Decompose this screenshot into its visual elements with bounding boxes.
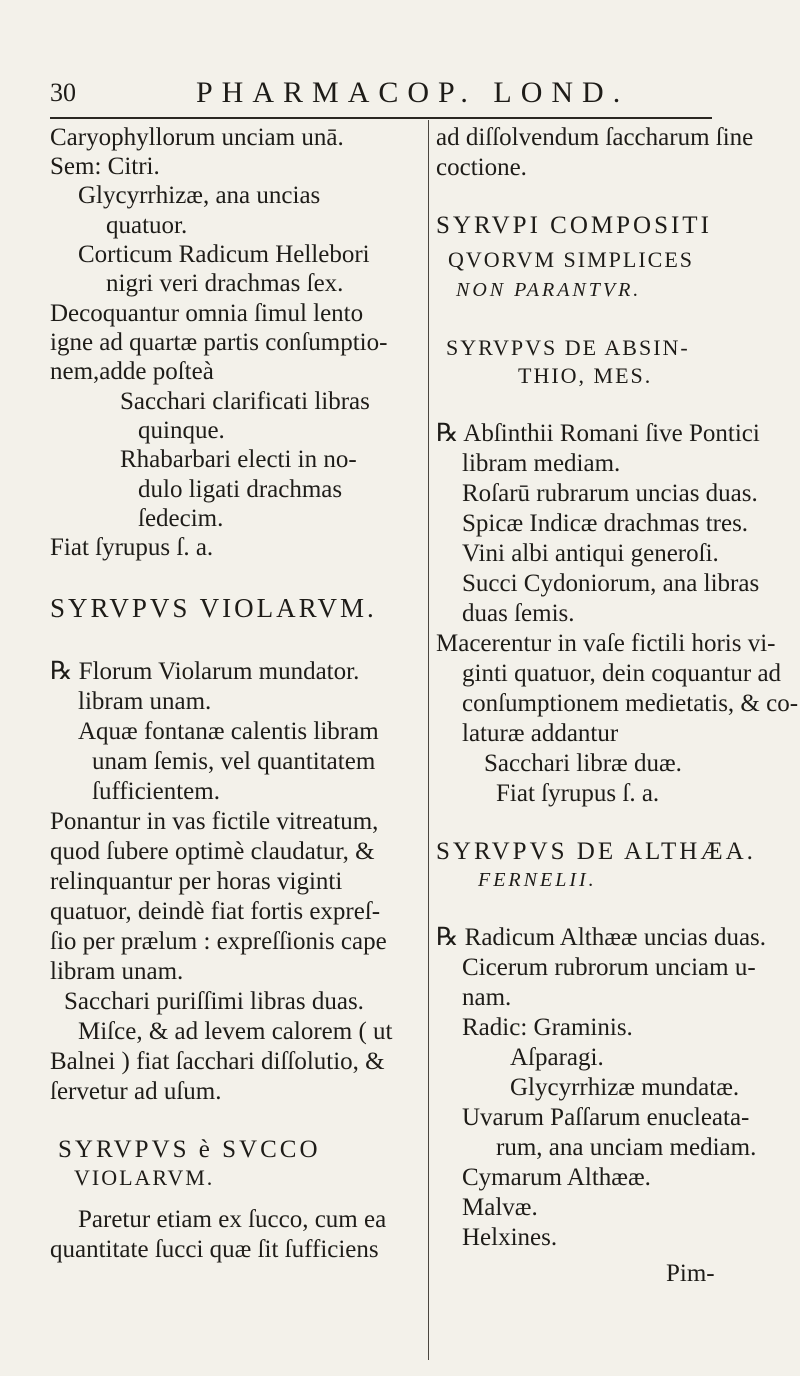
text-line: Aſparagi. bbox=[510, 1044, 604, 1071]
text-line: Fiat ſyrupus ſ. a. bbox=[496, 780, 660, 807]
section-heading: SYRVPVS è SVCCO bbox=[58, 1136, 321, 1163]
text-line: dulo ligati drachmas bbox=[138, 476, 343, 503]
section-subheading: NON PARANTVR. bbox=[456, 279, 642, 301]
text-line: igne ad quartæ partis conſumptio- bbox=[50, 329, 388, 356]
text-line: unam ſemis, vel quantitatem bbox=[92, 748, 376, 775]
text-line: duas ſemis. bbox=[462, 600, 575, 627]
text-line: ſervetur ad uſum. bbox=[50, 1078, 222, 1105]
text-line: ℞ Florum Violarum mundator. bbox=[50, 658, 360, 685]
text-line: Rhabarbari electi in no- bbox=[120, 446, 357, 473]
text-line: Helxines. bbox=[462, 1224, 558, 1251]
text-line: Uvarum Paſſarum enucleata- bbox=[462, 1104, 750, 1131]
section-heading: SYRVPI COMPOSITI bbox=[436, 212, 712, 239]
section-heading: SYRVPVS DE ALTHÆA. bbox=[436, 838, 756, 865]
text-line: ℞ Abſinthii Romani ſive Pontici bbox=[436, 420, 760, 447]
section-heading: SYRVPVS VIOLARVM. bbox=[50, 593, 377, 623]
text-line: ſio per prælum : expreſſionis cape bbox=[50, 928, 387, 955]
text-line: ℞ Radicum Althææ uncias duas. bbox=[436, 924, 767, 951]
text-line: Sacchari puriſſimi libras duas. bbox=[64, 988, 364, 1015]
page-header bbox=[50, 74, 750, 114]
text-line: libram unam. bbox=[78, 688, 212, 715]
text-line: Caryophyllorum unciam unā. bbox=[50, 124, 344, 151]
section-subheading: FERNELII. bbox=[478, 869, 597, 891]
text-line: Macerentur in vaſe fictili horis vi- bbox=[436, 630, 776, 657]
column-divider bbox=[428, 120, 429, 1360]
text-line: ginti quatuor, dein coquantur ad bbox=[462, 660, 782, 687]
header-rule bbox=[50, 117, 712, 119]
page-number: 30 bbox=[50, 78, 76, 107]
text-line: Malvæ. bbox=[462, 1194, 538, 1221]
section-heading: QVORVM SIMPLICES bbox=[448, 247, 694, 272]
text-line: nigri veri drachmas ſex. bbox=[106, 270, 344, 297]
text-line: coctione. bbox=[436, 154, 527, 181]
text-line: libram mediam. bbox=[462, 450, 621, 477]
text-line: quantitate ſucci quæ ſit ſufficiens bbox=[50, 1236, 379, 1263]
section-heading: VIOLARVM. bbox=[74, 1165, 215, 1190]
text-line: Miſce, & ad levem calorem ( ut bbox=[78, 1018, 393, 1045]
text-line: quod ſubere optimè claudatur, & bbox=[50, 838, 375, 865]
text-line: rum, ana unciam mediam. bbox=[496, 1134, 757, 1161]
text-line: relinquantur per horas viginti bbox=[50, 868, 343, 895]
text-line: ſedecim. bbox=[138, 505, 224, 532]
catchword: Pim- bbox=[666, 1260, 715, 1287]
text-line: conſumptionem medietatis, & co- bbox=[462, 690, 799, 717]
text-line: ad diſſolvendum ſaccharum ſine bbox=[436, 124, 754, 151]
text-line: ſufficientem. bbox=[92, 778, 220, 805]
text-line: Sacchari libræ duæ. bbox=[484, 750, 682, 777]
section-heading: THIO, MES. bbox=[518, 363, 653, 388]
text-line: Glycyrrhizæ, ana uncias bbox=[78, 182, 321, 209]
text-line: Corticum Radicum Hellebori bbox=[78, 241, 370, 268]
text-line: Sacchari clarificati libras bbox=[120, 388, 370, 415]
text-line: Balnei ) fiat ſacchari diſſolutio, & bbox=[50, 1048, 385, 1075]
text-line: Cymarum Althææ. bbox=[462, 1164, 651, 1191]
text-line: Sem: Citri. bbox=[50, 153, 160, 180]
text-line: Vini albi antiqui generoſi. bbox=[462, 540, 719, 567]
text-line: Cicerum rubrorum unciam u- bbox=[462, 954, 756, 981]
text-line: Roſarū rubrarum uncias duas. bbox=[462, 480, 758, 507]
text-line: libram unam. bbox=[50, 958, 184, 985]
text-line: quatuor. bbox=[106, 212, 188, 239]
text-line: Succi Cydoniorum, ana libras bbox=[462, 570, 760, 597]
text-line: nam. bbox=[462, 984, 512, 1011]
text-line: quatuor, deindè fiat fortis expreſ- bbox=[50, 898, 381, 925]
text-line: nem,adde poſteà bbox=[50, 358, 214, 385]
text-line: quinque. bbox=[138, 417, 225, 444]
section-heading: SYRVPVS DE ABSIN- bbox=[446, 335, 690, 360]
running-title: PHARMACOP. LOND. bbox=[196, 76, 630, 109]
text-line: Ponantur in vas fictile vitreatum, bbox=[50, 808, 379, 835]
text-line: Glycyrrhizæ mundatæ. bbox=[510, 1074, 740, 1101]
text-line: Radic: Graminis. bbox=[462, 1014, 633, 1041]
text-line: Fiat ſyrupus ſ. a. bbox=[50, 534, 214, 561]
text-line: Spicæ Indicæ drachmas tres. bbox=[462, 510, 749, 537]
text-line: Decoquantur omnia ſimul lento bbox=[50, 300, 364, 327]
text-line: Paretur etiam ex ſucco, cum ea bbox=[78, 1206, 387, 1233]
text-line: laturæ addantur bbox=[462, 720, 619, 747]
text-line: Aquæ fontanæ calentis libram bbox=[78, 718, 379, 745]
